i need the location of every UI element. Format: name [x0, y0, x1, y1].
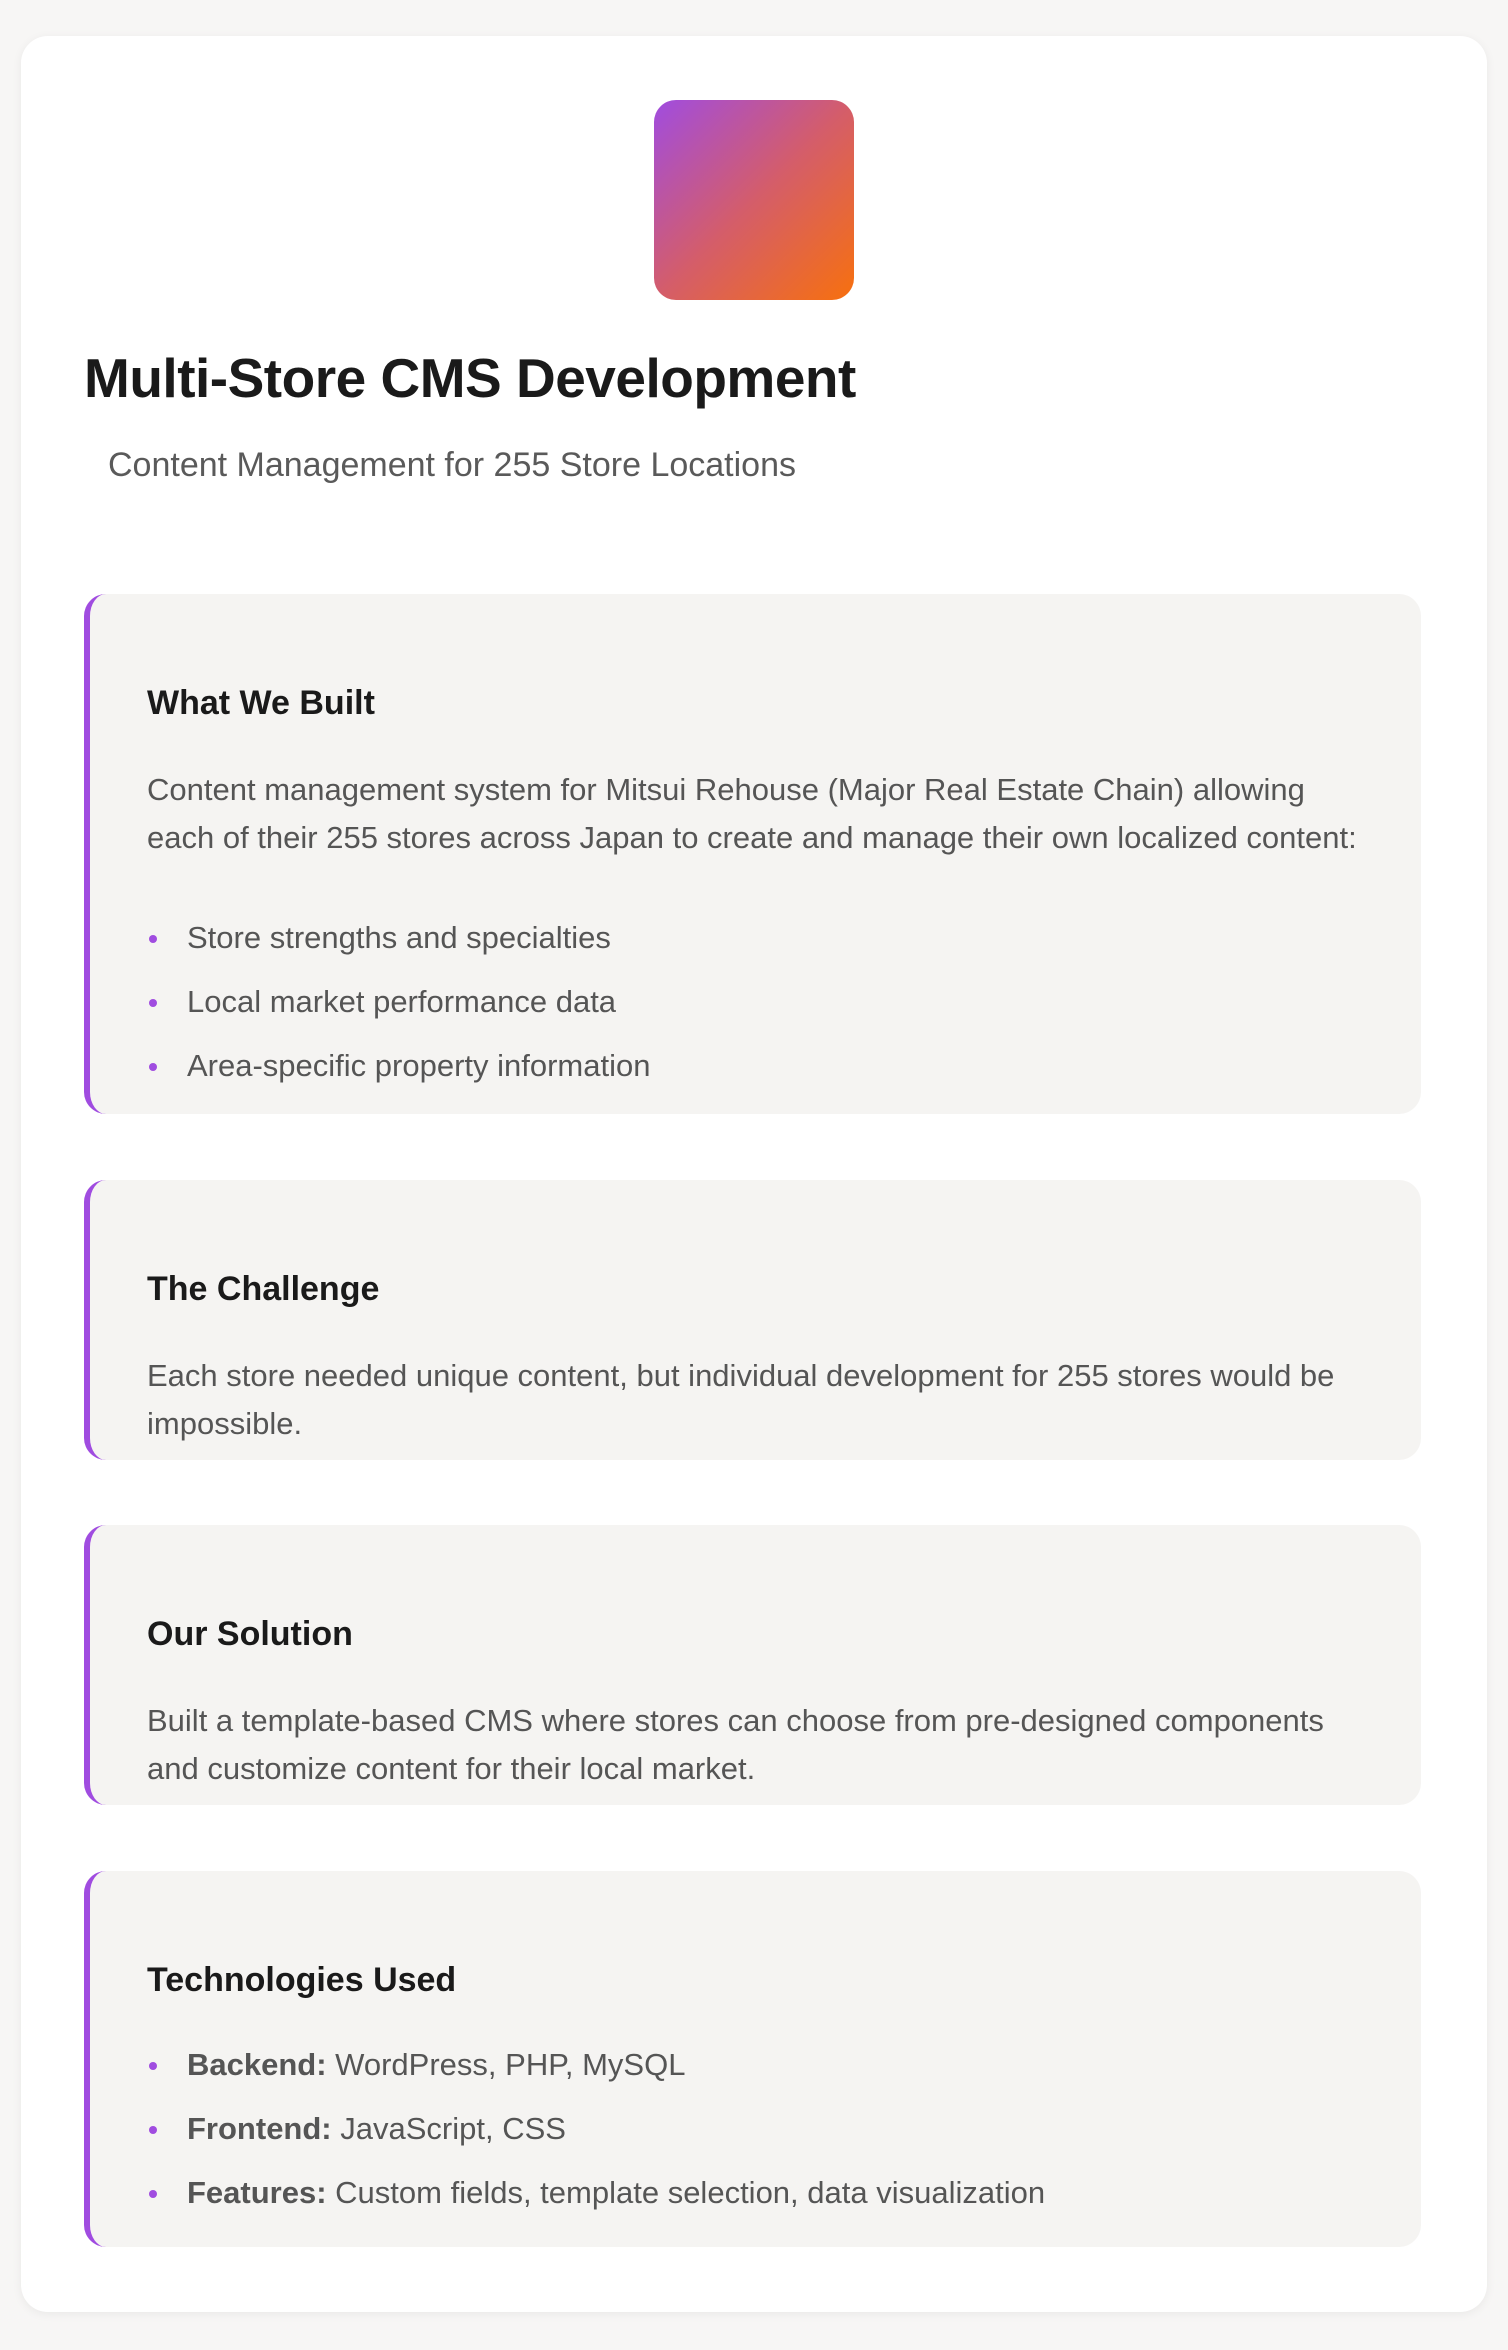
- list-item: [147, 2041, 1045, 2089]
- section-heading: What We Built: [147, 684, 375, 722]
- content-card: [21, 36, 1487, 2312]
- tech-value: WordPress, PHP, MySQL: [335, 2047, 686, 2082]
- page-subtitle: Content Management for 255 Store Locations: [108, 446, 796, 484]
- bullet-icon: [149, 999, 157, 1007]
- section-heading: The Challenge: [147, 1270, 380, 1308]
- tech-label: Features:: [187, 2175, 327, 2210]
- section-body: Each store needed unique content, but individual development for 255 stores would be impossible.: [147, 1358, 1335, 1441]
- page-title: Multi-Store CMS Development: [84, 347, 856, 409]
- section-our-solution: [84, 1525, 1421, 1805]
- tech-value: Custom fields, template selection, data visualization: [335, 2175, 1046, 2210]
- section-what-we-built: [84, 594, 1421, 1114]
- bullet-icon: [149, 1063, 157, 1071]
- tech-list: [147, 2041, 1045, 2233]
- section-the-challenge: [84, 1180, 1421, 1460]
- section-body: Built a template-based CMS where stores can choose from pre-designed components and customize content for their local market.: [147, 1703, 1324, 1786]
- list-item: Local market performance data: [147, 978, 650, 1026]
- bullet-icon: [149, 2190, 157, 2198]
- feature-list: [147, 914, 650, 1106]
- section-technologies-used: [84, 1871, 1421, 2247]
- tech-label: Backend:: [187, 2047, 327, 2082]
- list-item: Store strengths and specialties: [147, 914, 650, 962]
- list-item: [147, 2169, 1045, 2217]
- project-logo-icon: [654, 100, 854, 300]
- bullet-icon: [149, 935, 157, 943]
- bullet-icon: [149, 2126, 157, 2134]
- section-heading: Technologies Used: [147, 1961, 457, 1999]
- section-body: Content management system for Mitsui Rehouse (Major Real Estate Chain) allowing each of their 255 stores across Japan to create and manage their own localized content:: [147, 772, 1357, 855]
- tech-value: JavaScript, CSS: [340, 2111, 566, 2146]
- list-item: Area-specific property information: [147, 1042, 650, 1090]
- list-item: [147, 2105, 1045, 2153]
- bullet-icon: [149, 2062, 157, 2070]
- tech-label: Frontend:: [187, 2111, 332, 2146]
- section-heading: Our Solution: [147, 1615, 353, 1653]
